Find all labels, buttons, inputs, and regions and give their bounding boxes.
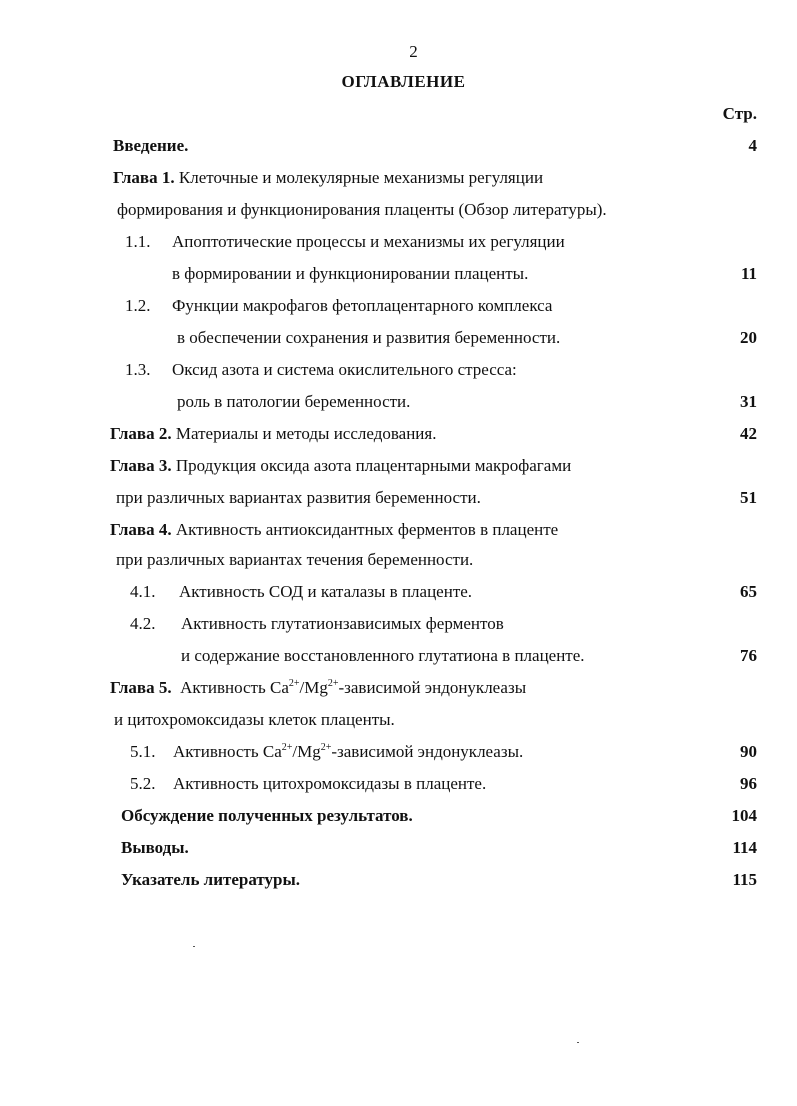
section-1-3-number: 1.3.	[125, 360, 151, 379]
chapter-5-title-line2: и цитохромоксидазы клеток плаценты.	[114, 710, 395, 729]
section-5-1-page: 90	[740, 742, 757, 761]
section-5-1-sup-1: 2+	[281, 742, 293, 753]
chapter-5-sup-1: 2+	[288, 678, 300, 689]
section-1-2-page: 20	[740, 328, 757, 347]
toc-intro: Введение.	[113, 136, 189, 155]
chapter-2-title: Материалы и методы исследования.	[175, 424, 437, 443]
section-5-1-title-part-b: /Mg	[292, 742, 321, 761]
toc-conclusions: Выводы.	[121, 838, 189, 857]
section-4-1-page: 65	[740, 582, 757, 601]
chapter-5-title-part-c: -зависимой эндонуклеазы	[338, 678, 527, 697]
chapter-2-label: Глава 2.	[110, 424, 172, 443]
section-4-2-page: 76	[740, 646, 757, 665]
chapter-1-title-line1: Клеточные и молекулярные механизмы регуляции	[178, 168, 544, 187]
page-number: 2	[409, 42, 418, 61]
toc-section-5-1	[130, 742, 523, 762]
section-4-2-title-line2: и содержание восстановленного глутатиона в плаценте.	[181, 646, 585, 665]
chapter-3-page: 51	[740, 488, 757, 507]
section-1-2-number: 1.2.	[125, 296, 151, 315]
section-5-1-sup-2: 2+	[320, 742, 332, 753]
section-4-1-title: Активность СОД и каталазы в плаценте.	[179, 582, 473, 601]
chapter-1-label: Глава 1.	[113, 168, 175, 187]
section-1-1-number: 1.1.	[125, 232, 151, 251]
chapter-5-sup-2: 2+	[327, 678, 339, 689]
page-column-label: Стр.	[722, 104, 757, 123]
toc-intro-page: 4	[748, 136, 757, 155]
section-1-3-title-line1: Оксид азота и система окислительного стресса:	[172, 360, 517, 379]
toc-chapter-3	[110, 456, 571, 476]
section-5-1-title-part-c: -зависимой эндонуклеазы.	[331, 742, 524, 761]
toc-section-1-2	[125, 296, 552, 316]
page-title: ОГЛАВЛЕНИЕ	[341, 72, 466, 91]
section-5-2-number: 5.2.	[130, 774, 156, 793]
toc-references: Указатель литературы.	[121, 870, 301, 889]
chapter-3-title-line1: Продукция оксида азота плацентарными макрофагами	[175, 456, 572, 475]
toc-section-1-3	[125, 360, 517, 380]
chapter-3-label: Глава 3.	[110, 456, 172, 475]
discussion-page: 104	[731, 806, 757, 825]
section-4-2-number: 4.2.	[130, 614, 156, 633]
section-4-2-title-line1: Активность глутатионзависимых ферментов	[181, 614, 504, 633]
toc-section-1-1	[125, 232, 565, 252]
chapter-5-title-part-a: Активность Ca	[180, 678, 289, 697]
section-4-1-number: 4.1.	[130, 582, 156, 601]
section-5-2-page: 96	[740, 774, 757, 793]
toc-chapter-2	[110, 424, 436, 444]
scan-speck	[193, 946, 195, 947]
chapter-4-title-line2: при различных вариантах течения беременности.	[116, 550, 474, 569]
chapter-4-title-line1: Активность антиоксидантных ферментов в плаценте	[175, 520, 559, 539]
section-1-3-title-line2: роль в патологии беременности.	[177, 392, 411, 411]
conclusions-page: 114	[732, 838, 757, 857]
chapter-2-page: 42	[740, 424, 757, 443]
scan-speck	[577, 1042, 579, 1043]
section-1-1-title-line2: в формировании и функционировании плаценты.	[172, 264, 529, 283]
toc-section-4-2	[130, 614, 504, 634]
toc-chapter-5	[110, 678, 526, 698]
section-1-1-page: 11	[740, 264, 757, 283]
toc-section-5-2	[130, 774, 486, 794]
chapter-1-title-line2: формирования и функционирования плаценты (Обзор литературы).	[117, 200, 607, 219]
chapter-4-label: Глава 4.	[110, 520, 172, 539]
toc-section-4-1	[130, 582, 472, 602]
section-1-3-page: 31	[740, 392, 757, 411]
section-1-2-title-line1: Функции макрофагов фетоплацентарного комплекса	[172, 296, 553, 315]
chapter-5-label: Глава 5.	[110, 678, 172, 697]
toc-chapter-1	[113, 168, 543, 188]
section-5-2-title: Активность цитохромоксидазы в плаценте.	[173, 774, 487, 793]
toc-discussion: Обсуждение полученных результатов.	[121, 806, 413, 825]
section-1-2-title-line2: в обеспечении сохранения и развития беременности.	[177, 328, 561, 347]
section-1-1-title-line1: Апоптотические процессы и механизмы их регуляции	[172, 232, 565, 251]
chapter-5-title-part-b: /Mg	[299, 678, 328, 697]
toc-chapter-4	[110, 520, 558, 540]
chapter-3-title-line2: при различных вариантах развития беременности.	[116, 488, 481, 507]
section-5-1-number: 5.1.	[130, 742, 156, 761]
references-page: 115	[732, 870, 757, 889]
section-5-1-title-part-a: Активность Ca	[173, 742, 282, 761]
